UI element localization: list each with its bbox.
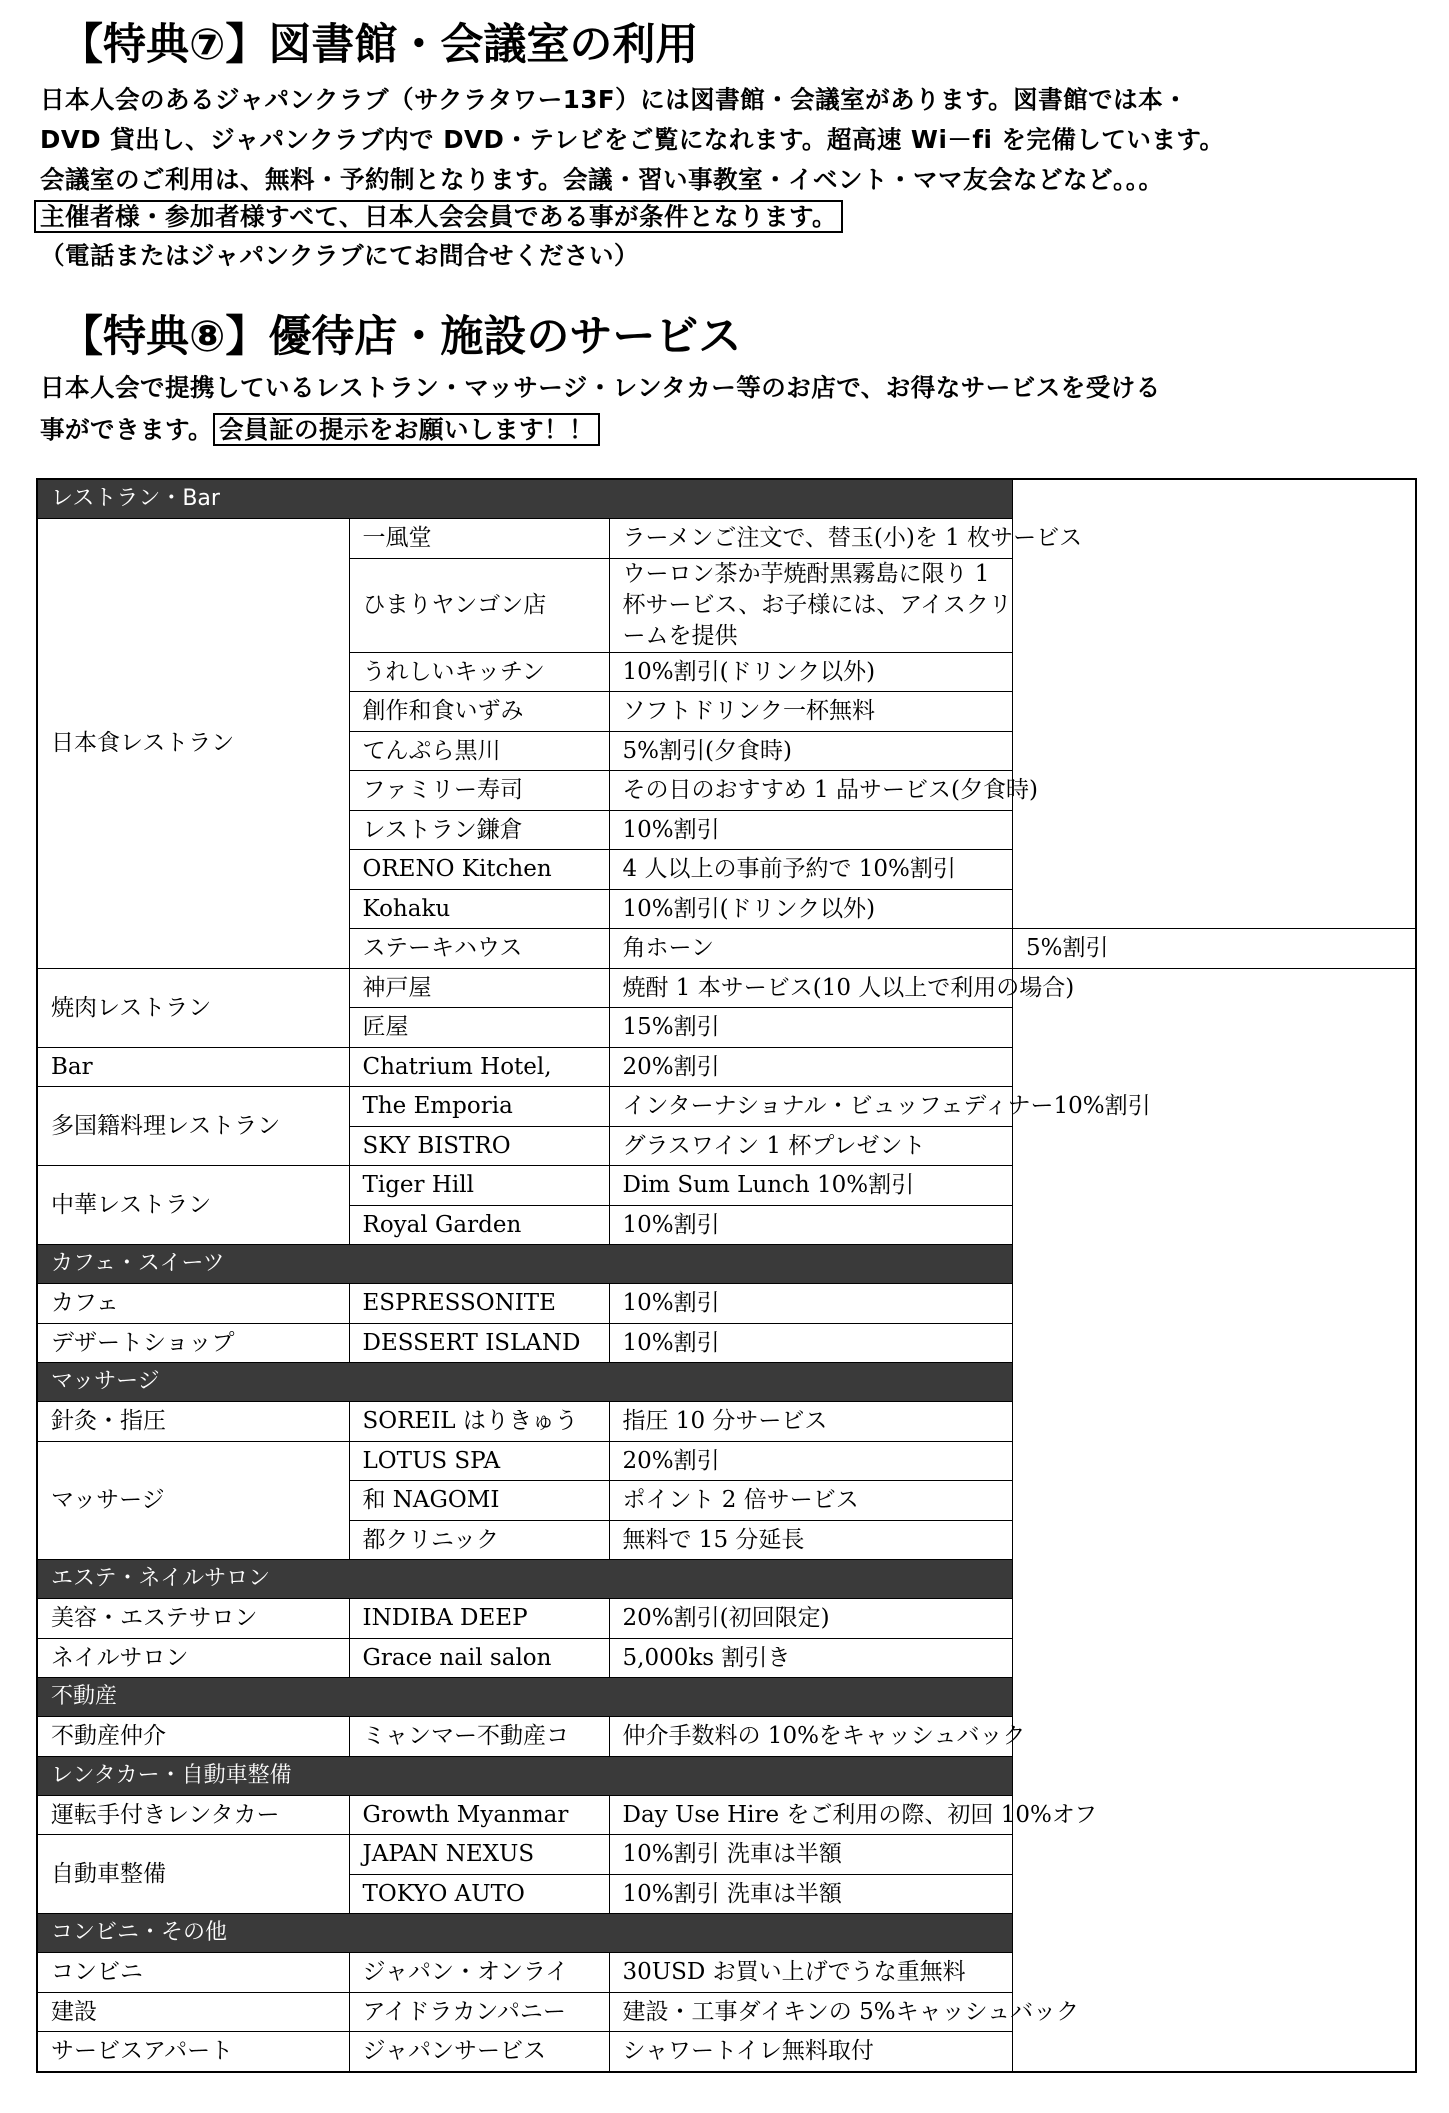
- category-row: コンビニ・その他: [37, 1914, 1416, 1953]
- table-row: Royal Garden 10%割引: [37, 1205, 1416, 1245]
- table-row: ORENO Kitchen 4 人以上の事前予約で 10%割引: [37, 850, 1416, 890]
- table-row: 中華レストラン Tiger Hill Dim Sum Lunch 10%割引: [37, 1166, 1416, 1206]
- category-row: レンタカー・自動車整備: [37, 1756, 1416, 1795]
- table-row: 運転手付きレンタカー Growth Myanmar Day Use Hire をご利用の際、初回 10%オフ: [37, 1795, 1416, 1835]
- genre-cell: 日本食レストラン: [37, 519, 349, 969]
- table-row: デザートショップ DESSERT ISLAND 10%割引: [37, 1323, 1416, 1363]
- table-row: TOKYO AUTO 10%割引 洗車は半額: [37, 1874, 1416, 1914]
- table-row: ネイルサロン Grace nail salon 5,000ks 割引き: [37, 1638, 1416, 1678]
- table-row: サービスアパート ジャパンサービス シャワートイレ無料取付: [37, 2032, 1416, 2072]
- category-row: エステ・ネイルサロン: [37, 1560, 1416, 1599]
- category-row: レストラン・Bar: [37, 479, 1416, 519]
- section8-line1: 日本人会で提携しているレストラン・マッサージ・レンタカー等のお店で、お得なサービスを受ける: [40, 373, 1161, 402]
- table-row: 和 NAGOMI ポイント 2 倍サービス: [37, 1481, 1416, 1521]
- table-row: Bar Chatrium Hotel, 20%割引: [37, 1047, 1416, 1087]
- table-row: 針灸・指圧 SOREIL はりきゅう 指圧 10 分サービス: [37, 1402, 1416, 1442]
- genre-cell: 中華レストラン: [37, 1166, 349, 1245]
- table-row: てんぷら黒川 5%割引(夕食時): [37, 731, 1416, 771]
- table-row: 都クリニック 無料で 15 分延長: [37, 1520, 1416, 1560]
- table-row: ステーキハウス 角ホーン 5%割引: [37, 929, 1416, 969]
- section8-title: 【特典⑧】優待店・施設のサービス: [60, 312, 742, 362]
- section7-line2: DVD 貸出し、ジャパンクラブ内で DVD・テレビをご覧になれます。超高速 Wi－fi を完備しています。: [40, 125, 1225, 154]
- table-row: コンビニ ジャパン・オンライ 30USD お買い上げでうな重無料: [37, 1953, 1416, 1993]
- table-row: 多国籍料理レストラン The Emporia インターナショナル・ビュッフェディナー10%割引: [37, 1087, 1416, 1127]
- section7-title: 【特典⑦】図書館・会議室の利用: [60, 20, 699, 70]
- table-row: 自動車整備 JAPAN NEXUS 10%割引 洗車は半額: [37, 1835, 1416, 1875]
- table-row: 建設 アイドラカンパニー 建設・工事ダイキンの 5%キャッシュバック: [37, 1992, 1416, 2032]
- section7-line3: 会議室のご利用は、無料・予約制となります。会議・習い事教室・イベント・ママ友会などなど。。。: [40, 165, 1164, 194]
- genre-cell: 自動車整備: [37, 1835, 349, 1914]
- section7-line5: （電話またはジャパンクラブにてお問合せください）: [40, 241, 640, 270]
- genre-cell: 多国籍料理レストラン: [37, 1087, 349, 1166]
- table-row: 不動産仲介 ミャンマー不動産コ 仲介手数料の 10%をキャッシュバック: [37, 1717, 1416, 1757]
- section7-line4: [40, 197, 843, 237]
- table-row: うれしいキッチン 10%割引(ドリンク以外): [37, 652, 1416, 692]
- table-row: カフェ ESPRESSONITE 10%割引: [37, 1284, 1416, 1324]
- section7-line1: 日本人会のあるジャパンクラブ（サクラタワー13F）には図書館・会議室があります。図書館では本・: [40, 85, 1189, 114]
- table-row: 匠屋 15%割引: [37, 1008, 1416, 1048]
- table-row: SKY BISTRO グラスワイン 1 杯プレゼント: [37, 1126, 1416, 1166]
- table-row: マッサージ LOTUS SPA 20%割引: [37, 1441, 1416, 1481]
- table-row: 日本食レストラン 一風堂 ラーメンご注文で、替玉(小)を 1 枚サービス: [37, 519, 1416, 559]
- category-row: 不動産: [37, 1678, 1416, 1717]
- benefit-table: [36, 478, 1417, 2073]
- section7-condition-box: 主催者様・参加者様すべて、日本人会会員である事が条件となります。: [34, 200, 843, 233]
- member-card-box: 会員証の提示をお願いします！！: [213, 413, 600, 446]
- table-row: ファミリー寿司 その日のおすすめ 1 品サービス(夕食時): [37, 771, 1416, 811]
- category-row: カフェ・スイーツ: [37, 1245, 1416, 1284]
- table-row: ひまりヤンゴン店 ウーロン茶か芋焼酎黒霧島に限り 1 杯サービス、お子様には、アイスクリームを提供: [37, 558, 1416, 652]
- table-row: 創作和食いずみ ソフトドリンク一杯無料: [37, 692, 1416, 732]
- table-row: 美容・エステサロン INDIBA DEEP 20%割引(初回限定): [37, 1599, 1416, 1639]
- table-row: 焼肉レストラン 神戸屋 焼酎 1 本サービス(10 人以上で利用の場合): [37, 968, 1416, 1008]
- genre-cell: マッサージ: [37, 1441, 349, 1560]
- genre-cell: 焼肉レストラン: [37, 968, 349, 1047]
- category-row: マッサージ: [37, 1363, 1416, 1402]
- table-row: レストラン鎌倉 10%割引: [37, 810, 1416, 850]
- section8-line2: 事ができます。 会員証の提示をお願いします！！: [40, 410, 600, 450]
- table-row: Kohaku 10%割引(ドリンク以外): [37, 889, 1416, 929]
